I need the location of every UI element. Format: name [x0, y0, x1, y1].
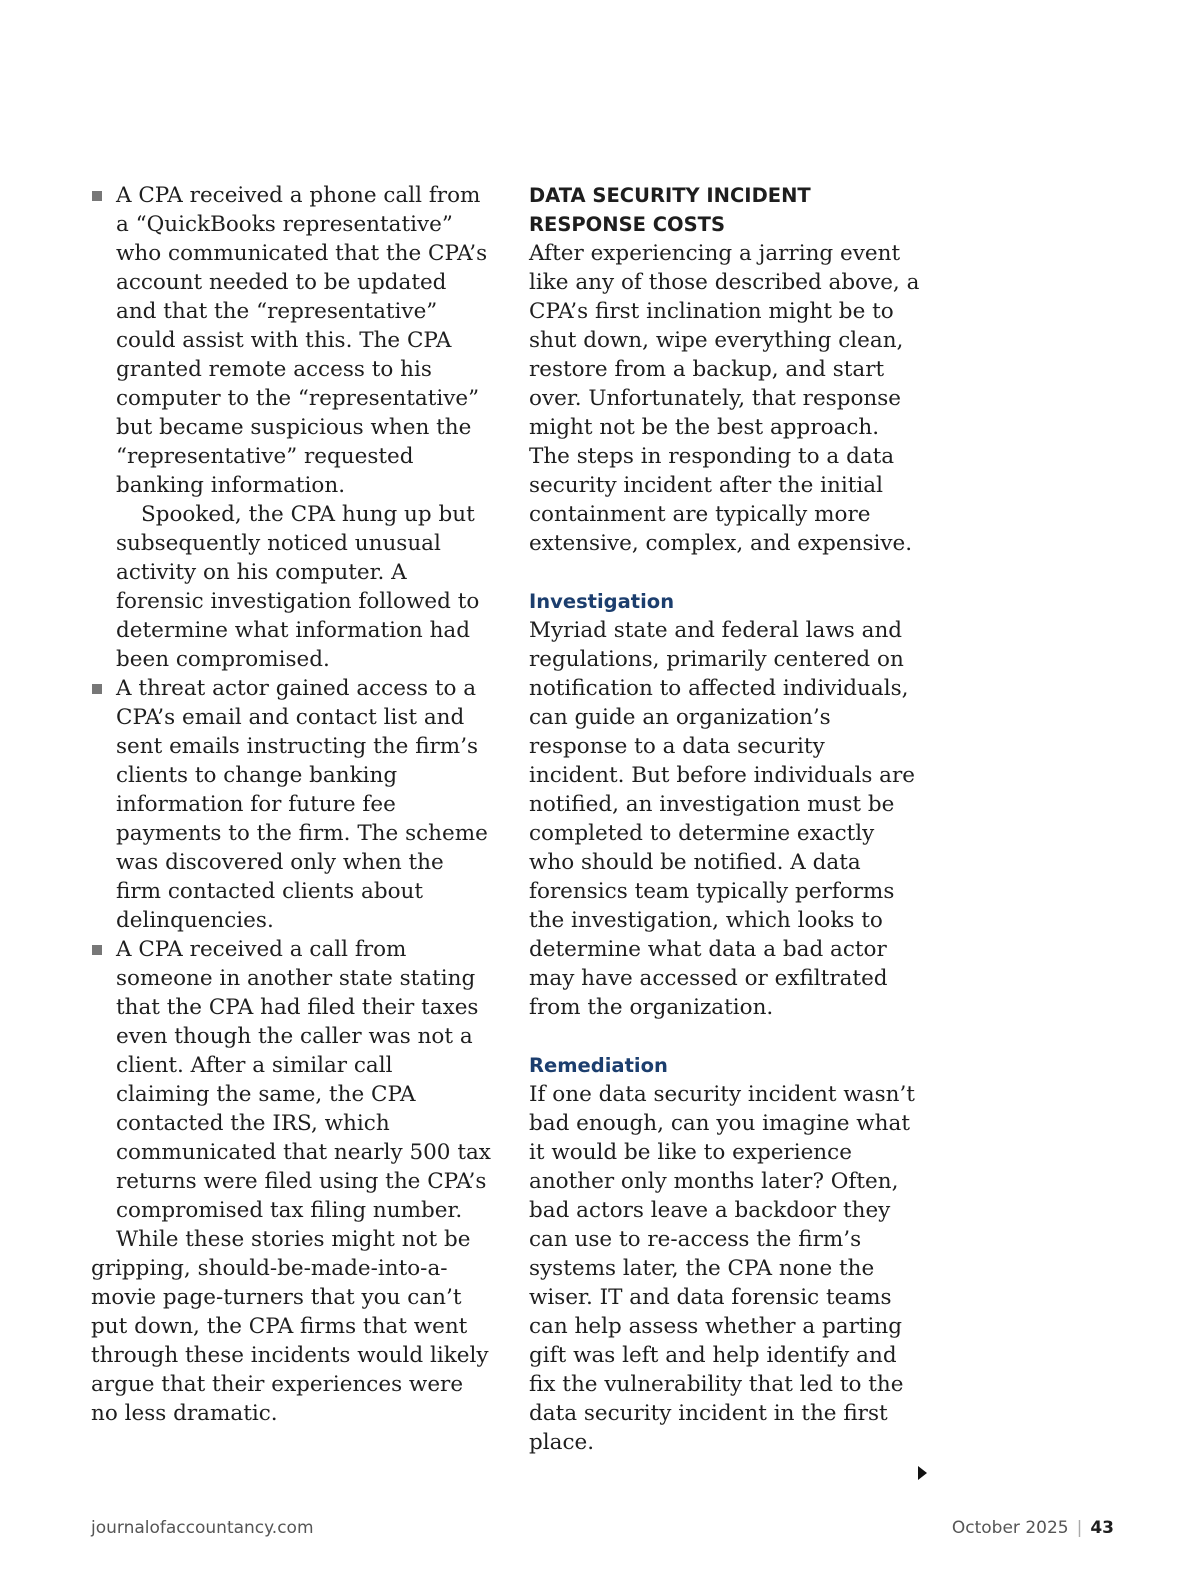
- remediation-heading: Remediation: [529, 1054, 668, 1077]
- footer-issue-info: [952, 1518, 1114, 1538]
- bullet-paragraph: A CPA received a phone call from a “QuickBooks representative” who communicated that the CPA’s account needed to be updated and that the “representative” could assist with this. The CPA granted remote access to his computer to the “representative” but became suspicious when the “representative” requested banking information.: [116, 183, 488, 498]
- page-number: 43: [1090, 1518, 1114, 1538]
- bullet-paragraph: Spooked, the CPA hung up but subsequently noticed unusual activity on his computer. A forensic investigation followed to determine what information had been compromised.: [116, 502, 480, 672]
- list-item: [91, 181, 491, 674]
- continue-arrow-icon: [918, 1466, 927, 1480]
- right-column: [529, 181, 924, 1457]
- section-heading: [529, 181, 924, 239]
- issue-date: October 2025: [951, 1518, 1069, 1538]
- closing-paragraph: While these stories might not be gripping, should-be-made-into-a-movie page-turners that you can’t put down, the CPA firms that went through these incidents would likely argue that their experiences were no less dramatic.: [91, 1227, 489, 1426]
- square-bullet-icon: [92, 684, 102, 694]
- incident-list: [91, 181, 491, 1225]
- bullet-paragraph: A threat actor gained access to a CPA’s email and contact list and sent emails instructing the firm’s clients to change banking information for future fee payments to the firm. The scheme was discovered only when the firm contacted clients about delinquencies.: [116, 676, 488, 933]
- bullet-paragraph: A CPA received a call from someone in another state stating that the CPA had filed their taxes even though the caller was not a client. After a similar call claiming the same, the CPA contacted the IRS, which communicated that nearly 500 tax returns were filed using the CPA’s compromised tax filing number.: [116, 937, 491, 1223]
- footer-website: journalofaccountancy.com: [91, 1518, 314, 1538]
- footer-separator: |: [1076, 1518, 1083, 1538]
- section-heading-line: RESPONSE COSTS: [529, 213, 725, 236]
- investigation-heading: Investigation: [529, 590, 675, 613]
- square-bullet-icon: [92, 945, 102, 955]
- investigation-paragraph: Myriad state and federal laws and regulations, primarily centered on notification to affected individuals, can guide an organization’s response to a data security incident. But before individuals are notified, an investigation must be completed to determine exactly who should be notified. A data forensics team typically performs the investigation, which looks to determine what data a bad actor may have accessed or exfiltrated from the organization.: [529, 618, 916, 1020]
- list-item: [91, 935, 491, 1225]
- remediation-paragraph: If one data security incident wasn’t bad enough, can you imagine what it would be like to experience another only months later? Often, bad actors leave a backdoor they can use to re-access the firm’s systems later, the CPA none the wiser. IT and data forensic teams can help assess whether a parting gift was left and help identify and fix the vulnerability that led to the data security incident in the first place.: [529, 1082, 915, 1455]
- list-item: [91, 674, 491, 935]
- left-column: [91, 181, 491, 1428]
- intro-paragraph: After experiencing a jarring event like any of those described above, a CPA’s first inclination might be to shut down, wipe everything clean, restore from a backup, and start over. Unfortunately, that response might not be the best approach. The steps in responding to a data security incident after the initial containment are typically more extensive, complex, and expensive.: [529, 241, 920, 556]
- square-bullet-icon: [92, 191, 102, 201]
- section-heading-line: DATA SECURITY INCIDENT: [529, 184, 811, 207]
